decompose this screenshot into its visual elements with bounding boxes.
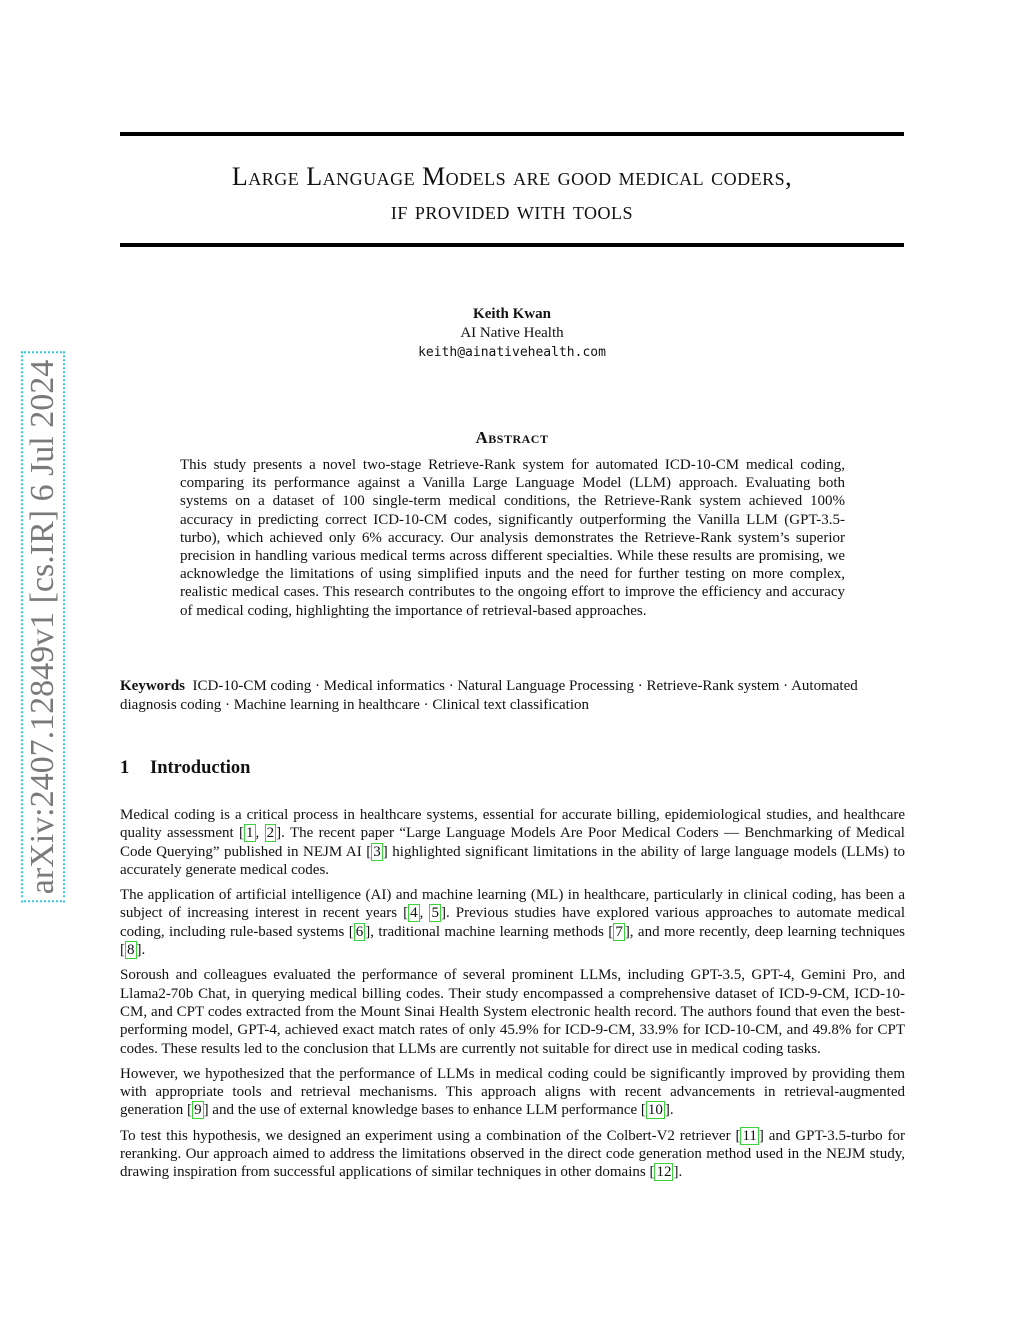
citation-link[interactable]: 4 [410,905,418,922]
author-name: Keith Kwan [473,306,551,322]
text-run: Medical coding is a critical process in healthcare systems, essential for accurate billing, epidemiological studies, and healthcare quality assessment [ [120,807,905,842]
paragraph-1 [120,806,905,879]
citation-link[interactable]: 9 [194,1102,202,1119]
citation-link[interactable]: 2 [266,825,275,842]
text-run: To test this hypothesis, we designed an experiment using a combination of the Colbert-V2 retriever [ [120,1127,741,1144]
arxiv-identifier[interactable]: arXiv:2407.12849v1 [cs.IR] 6 Jul 2024 [21,352,65,903]
abstract-heading: Abstract [475,428,549,447]
paragraph-5 [120,1127,905,1182]
section-heading [120,758,250,779]
section-number: 1 [120,758,130,778]
citation-link[interactable]: 6 [355,923,364,940]
paragraph-2 [120,886,905,959]
title-line-1: Large Language Models are good medical coders, [231,162,793,191]
author-affiliation: AI Native Health [460,325,564,341]
text-run: ]. [664,1102,674,1119]
citation-link[interactable]: 1 [246,825,254,842]
title-top-rule [120,132,904,136]
title-bottom-rule [120,243,904,247]
citation-link[interactable]: 11 [742,1127,757,1144]
introduction-body [120,806,905,1189]
author-email[interactable]: keith@ainativehealth.com [418,345,606,360]
text-run: ]. The recent paper “Large Language Models Are Poor Medical Coders — Benchmarking of Medical Code Querying” published in NEJM AI [ [120,825,905,860]
citation-link[interactable]: 12 [656,1164,672,1181]
keywords [120,677,904,714]
text-run: , [255,825,265,842]
text-run: ] and GPT-3.5-turbo for reranking. Our approach aimed to address the limitations observed in the direct code generation method used in the NEJM study, drawing inspiration from successful applications of similar techniques in other domains [ [120,1127,905,1181]
citation-link[interactable]: 8 [127,942,135,959]
keywords-label: Keywords [120,678,185,694]
author-block [0,305,1024,362]
abstract-text: This study presents a novel two-stage Retrieve-Rank system for automated ICD-10-CM medical coding, comparing its performance against a Vanilla Large Language Model (LLM) approach. Evaluating both systems on a dataset of 100 single-term medical conditions, the Retrieve-Rank system achieved 100% accuracy in predicting correct ICD-10-CM codes, significantly outperforming the Vanilla LLM (GPT-3.5-turbo), which achieved only 6% accuracy. Our analysis demonstrates the Retrieve-Rank system’s superior precision in handling various medical terms across different specialties. While these results are promising, we acknowledge the limitations of using simplified inputs and the need for further testing on more complex, realistic medical cases. This research contributes to the ongoing effort to improve the efficiency and accuracy of medical coding, highlighting the importance of retrieval-based approaches. [180,457,845,619]
paper-title [120,160,904,228]
citation-link[interactable]: 10 [647,1102,663,1119]
text-run: ]. [136,942,146,959]
citation-link[interactable]: 7 [615,923,623,940]
citation-link[interactable]: 3 [373,843,381,860]
keywords-list: ICD-10-CM coding · Medical informatics · Natural Language Processing · Retrieve-Rank system · Automated diagnosis coding · Machine learning in healthcare · Clinical text classification [120,678,858,713]
text-run: , [419,905,430,922]
paragraph-3: Soroush and colleagues evaluated the performance of several prominent LLMs, including GPT-3.5, GPT-4, Gemini Pro, and Llama2-70b Chat, in querying medical billing codes. Their study encompassed a comprehensive dataset of ICD-9-CM, ICD-10-CM, and CPT codes extracted from the Mount Sinai Health System electronic health record. The authors found that even the best-performing model, GPT-4, achieved exact match rates of only 45.9% for ICD-9-CM, 33.9% for ICD-10-CM, and 49.8% for CPT codes. These results led to the conclusion that LLMs are currently not suitable for direct use in medical coding tasks. [120,967,905,1057]
text-run: The application of artificial intelligence (AI) and machine learning (ML) in healthcare, particularly in clinical coding, has been a subject of increasing interest in recent years [ [120,887,905,922]
text-run: ] highlighted significant limitations in the ability of large language models (LLMs) to accurately generate medical codes. [120,843,906,878]
text-run: ]. Previous studies have explored various approaches to automate medical coding, including rule-based systems [ [120,905,905,940]
title-line-2: if provided with tools [390,196,634,225]
text-run: ] and the use of external knowledge bases to enhance LLM performance [ [203,1102,646,1119]
text-run: ], and more recently, deep learning techniques [ [120,923,905,959]
section-title: Introduction [150,758,251,778]
text-run: ], traditional machine learning methods [ [365,923,614,940]
text-run: ]. [673,1164,683,1181]
text-run: However, we hypothesized that the performance of LLMs in medical coding could be significantly improved by providing them with appropriate tools and retrieval mechanisms. This approach aligns with recent advancements in retrieval-augmented generation [ [120,1065,905,1119]
citation-link[interactable]: 5 [431,905,439,922]
paragraph-4 [120,1065,905,1120]
